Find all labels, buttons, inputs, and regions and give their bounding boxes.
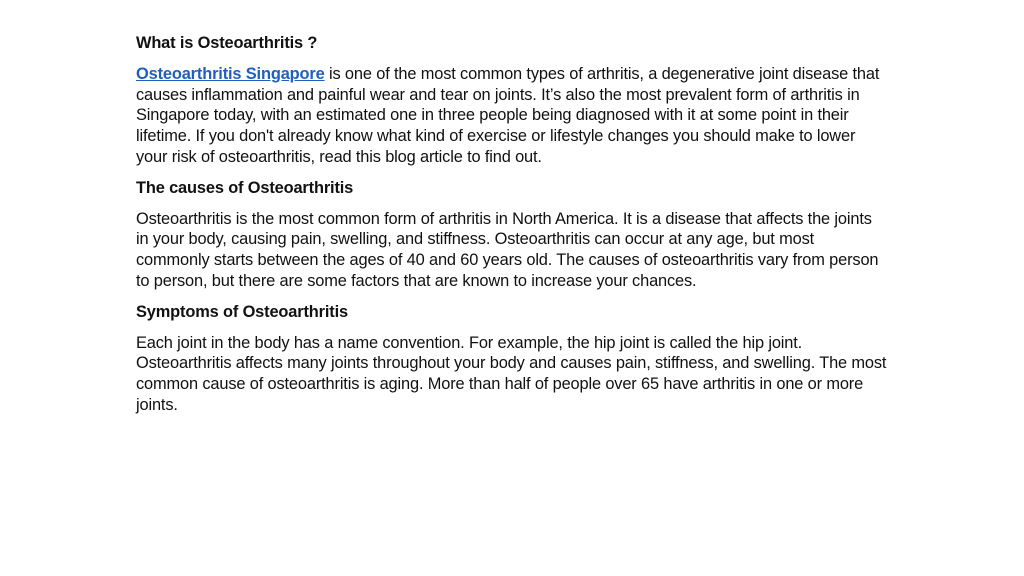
section-heading-symptoms: Symptoms of Osteoarthritis [136,302,348,321]
document-content [136,33,888,426]
section-paragraph-causes: Osteoarthritis is the most common form of arthritis in North America. It is a disease that affects the joints in your body, causing pain, swelling, and stiffness. Osteoarthritis can occur at any age, but most commonly starts between the ages of 40 and 60 years old. The causes of osteoarthritis vary from person to person, but there are some factors that are known to increase your chances. [136,209,879,290]
osteoarthritis-singapore-link[interactable]: Osteoarthritis Singapore [136,64,325,83]
section-paragraph-intro [136,64,888,168]
intro-body-text: is one of the most common types of arthritis, a degenerative joint disease that causes inflammation and painful wear and tear on joints. It’s also the most prevalent form of arthritis in Singapore today, with an estimated one in three people being diagnosed with it at some point in their lifetime. If you don't already know what kind of exercise or lifestyle changes you should make to lower your risk of osteoarthritis, read this blog article to find out. [136,64,880,166]
section-heading-causes: The causes of Osteoarthritis [136,178,354,197]
section-heading-what-is: What is Osteoarthritis ? [136,34,318,52]
section-paragraph-symptoms: Each joint in the body has a name convention. For example, the hip joint is called the hip joint. Osteoarthritis affects many joints throughout your body and causes pain, stiffness, and swelling. The most common cause of osteoarthritis is aging. More than half of people over 65 have arthritis in one or more joints. [136,333,887,414]
